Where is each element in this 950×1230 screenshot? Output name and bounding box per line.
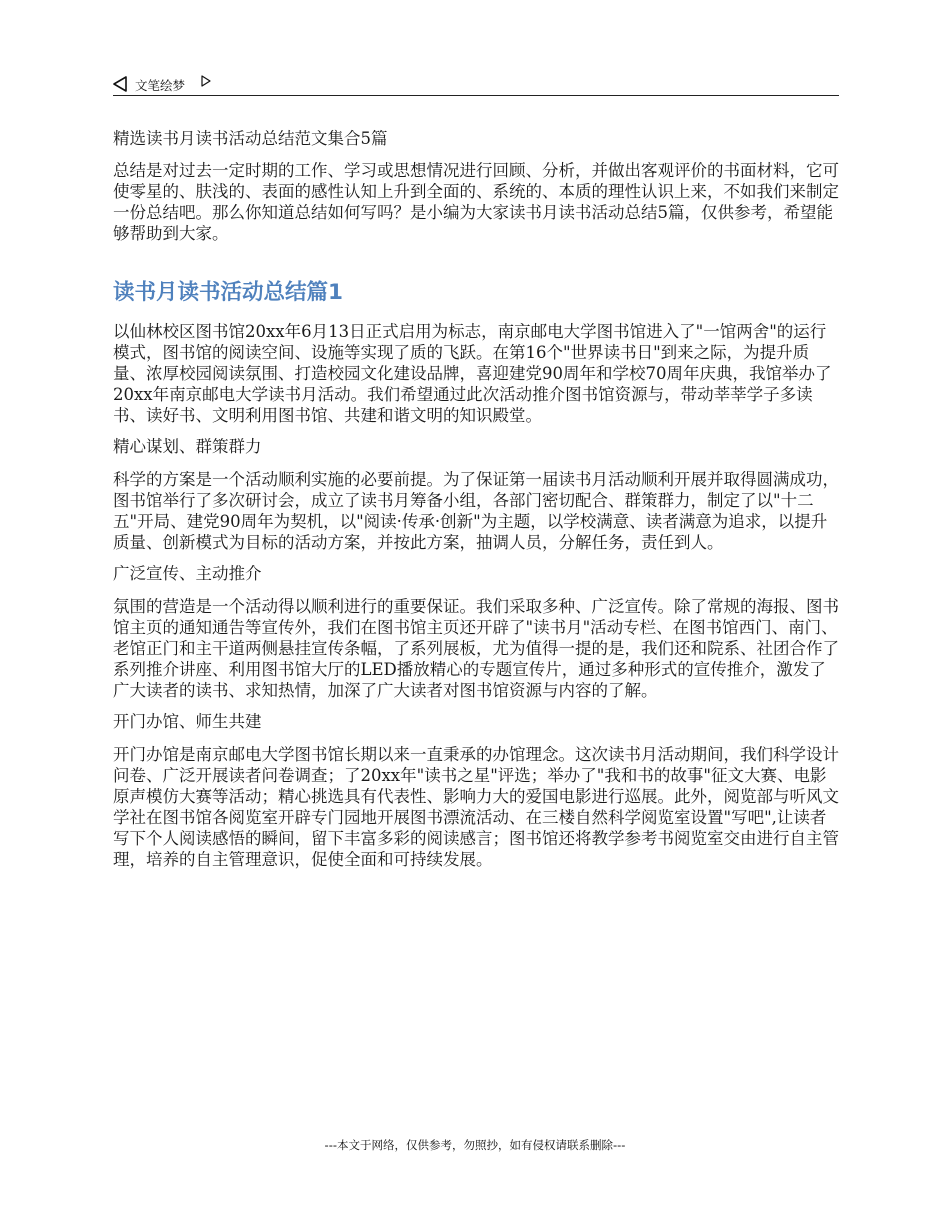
section-title: 读书月读书活动总结篇1 xyxy=(113,280,343,305)
page-header xyxy=(113,70,839,96)
paragraph-4: 开门办馆是南京邮电大学图书馆长期以来一直秉承的办馆理念。这次读书月活动期间，我们科学设计问卷、广泛开展读者问卷调查；了20xx年"读书之星"评选；举办了"我和书的故事"征文大赛、电影原声模仿大赛等活动；精心挑选具有代表性、影响力大的爱国电影进行巡展。此外，阅览部与听风文学社在图书馆各阅览室开辟专门园地开展图书漂流活动、在三楼自然科学阅览室设置"写吧",让读者写下个人阅读感悟的瞬间，留下丰富多彩的阅读感言；图书馆还将教学参考书阅览室交由进行自主管理，培养的自主管理意识，促使全面和可持续发展。 xyxy=(113,745,839,869)
intro-paragraph: 总结是对过去一定时期的工作、学习或思想情况进行回顾、分析，并做出客观评价的书面材料，它可使零星的、肤浅的、表面的感性认知上升到全面的、系统的、本质的理性认识上来，不如我们来制定一份总结吧。那么你知道总结如何写吗？是小编为大家读书月读书活动总结5篇，仅供参考，希望能够帮助到大家。 xyxy=(113,161,839,243)
triangle-right-icon xyxy=(201,75,211,87)
subheading-3: 开门办馆、师生共建 xyxy=(113,712,262,731)
paragraph-3: 氛围的营造是一个活动得以顺利进行的重要保证。我们采取多种、广泛宣传。除了常规的海报、图书馆主页的通知通告等宣传外，我们在图书馆主页还开辟了"读书月"活动专栏、在图书馆西门、南门、老馆正门和主干道两侧悬挂宣传条幅，了系列展板，尤为值得一提的是，我们还和院系、社团合作了系列推介讲座、利用图书馆大厅的LED播放精心的专题宣传片，通过多种形式的宣传推介，激发了广大读者的读书、求知热情，加深了广大读者对图书馆资源与内容的了解。 xyxy=(113,597,839,700)
document-body xyxy=(113,128,839,880)
subheading-2: 广泛宣传、主动推介 xyxy=(113,564,262,583)
triangle-left-icon xyxy=(113,76,127,92)
document-title: 精选读书月读书活动总结范文集合5篇 xyxy=(113,129,388,148)
paragraph-2: 科学的方案是一个活动顺利实施的必要前提。为了保证第一届读书月活动顺利开展并取得圆满成功，图书馆举行了多次研讨会，成立了读书月筹备小组，各部门密切配合、群策群力，制定了以"十二五"开局、建党90周年为契机，以"阅读·传承·创新"为主题，以学校满意、读者满意为追求，以提升质量、创新模式为目标的活动方案，并按此方案，抽调人员，分解任务，责任到人。 xyxy=(113,470,839,552)
subheading-1: 精心谋划、群策群力 xyxy=(113,437,262,456)
brand-name: 文笔绘梦 xyxy=(135,78,186,93)
page-footer: ---本文于网络，仅供参考，勿照抄，如有侵权请联系删除--- xyxy=(324,1138,626,1152)
paragraph-1: 以仙林校区图书馆20xx年6月13日正式启用为标志，南京邮电大学图书馆进入了"一馆两舍"的运行模式，图书馆的阅读空间、设施等实现了质的飞跃。在第16个"世界读书日"到来之际，为提升质量、浓厚校园阅读氛围、打造校园文化建设品牌，喜迎建党90周年和学校70周年庆典，我馆举办了20xx年南京邮电大学读书月活动。我们希望通过此次活动推介图书馆资源与，带动莘莘学子多读书、读好书、文明利用图书馆、共建和谐文明的知识殿堂。 xyxy=(113,322,832,425)
